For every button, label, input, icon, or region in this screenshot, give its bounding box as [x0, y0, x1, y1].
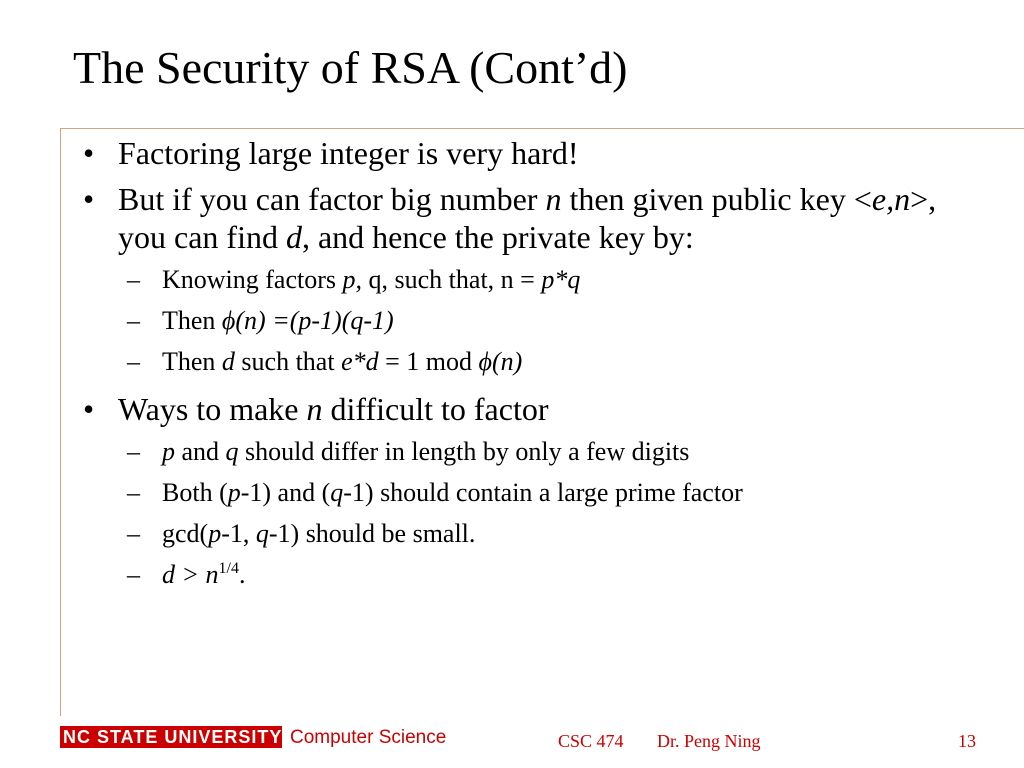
sub-bullet-text: Both (	[162, 478, 228, 507]
slide-body	[78, 134, 978, 600]
var-p: p	[227, 478, 241, 507]
sub-bullet-text: such that	[234, 347, 342, 376]
sub-bullet-text: Then	[162, 347, 222, 376]
page-number: 13	[958, 731, 976, 751]
sub-bullet-d-gt-n	[78, 559, 978, 591]
bullet-marker: •	[83, 181, 95, 217]
sub-bullet-marker: –	[127, 519, 140, 548]
sub-bullet-phi	[78, 305, 978, 337]
bullet-text: But if you can factor big number	[118, 181, 546, 217]
sub-bullet-text: Then	[162, 306, 222, 335]
horizontal-divider	[60, 128, 1024, 129]
var-n: n	[306, 391, 323, 427]
var-q: q	[255, 519, 269, 548]
bullet-text: , and hence the private key by:	[301, 219, 694, 255]
vertical-divider	[60, 128, 61, 716]
sub-bullet-differ-length	[78, 436, 978, 468]
course-label: CSC 474	[558, 731, 624, 751]
sub-bullet-d	[78, 346, 978, 378]
bullet-factor-big-number	[78, 180, 978, 256]
sub-bullet-text: should differ in length by only a few digits	[238, 437, 690, 466]
var-d: d	[221, 347, 235, 376]
sub-bullet-marker: –	[127, 347, 140, 376]
sub-bullet-marker: –	[127, 265, 140, 294]
sub-bullet-text: = 1 mod	[378, 347, 479, 376]
sub-bullet-text: and	[175, 437, 226, 466]
bullet-text: Factoring large integer is very hard!	[118, 135, 579, 171]
bullet-factoring-hard	[78, 134, 978, 172]
author-label: Dr. Peng Ning	[657, 731, 761, 751]
expr-d-gt-n: d > n	[162, 560, 219, 589]
ncsu-logo: NC STATE UNIVERSITY	[60, 726, 282, 748]
sub-bullet-marker: –	[127, 478, 140, 507]
sub-bullet-marker: –	[127, 560, 140, 589]
bullet-text: difficult to factor	[322, 391, 549, 427]
sub-bullet-marker: –	[127, 306, 140, 335]
var-p: p,	[342, 265, 363, 294]
expr-ed: e*d	[341, 347, 379, 376]
bullet-marker: •	[83, 391, 95, 427]
var-n: n	[545, 181, 562, 217]
slide-footer	[0, 718, 1024, 768]
bullet-text: >, you can find	[118, 181, 937, 255]
sub-bullet-text: -1) should be small.	[268, 519, 476, 548]
sub-bullet-large-prime	[78, 477, 978, 509]
var-d: d	[285, 219, 302, 255]
sub-bullet-text: q, such that, n =	[362, 265, 542, 294]
sub-bullet-text: -1) and (	[240, 478, 331, 507]
sub-bullet-text: -1) should contain a large prime factor	[343, 478, 743, 507]
var-q: q	[225, 437, 239, 466]
sub-bullet-knowing-factors	[78, 264, 978, 296]
expr-phi: ϕ(n) =(p-1)(q-1)	[221, 306, 394, 335]
bullet-text: then given public key <	[561, 181, 872, 217]
sub-bullet-text: gcd(	[162, 519, 209, 548]
bullet-ways-difficult	[78, 390, 978, 428]
sub-bullet-text: .	[239, 560, 246, 589]
department-label: Computer Science	[290, 727, 447, 748]
sub-bullet-text: -1,	[221, 519, 256, 548]
var-q: q	[330, 478, 344, 507]
slide-title: The Security of RSA (Cont’d)	[73, 42, 628, 93]
bullet-marker: •	[83, 135, 95, 171]
sub-bullet-gcd	[78, 518, 978, 550]
bullet-text: Ways to make	[118, 391, 307, 427]
var-p: p	[208, 519, 222, 548]
sub-bullet-text: Knowing factors	[162, 265, 343, 294]
sub-bullet-marker: –	[127, 437, 140, 466]
var-p: p	[162, 437, 175, 466]
var-en: e,n	[871, 181, 911, 217]
expr-pq: p*q	[541, 265, 581, 294]
exponent: 1/4	[218, 560, 239, 577]
expr-phi-n: ϕ(n)	[478, 347, 523, 376]
